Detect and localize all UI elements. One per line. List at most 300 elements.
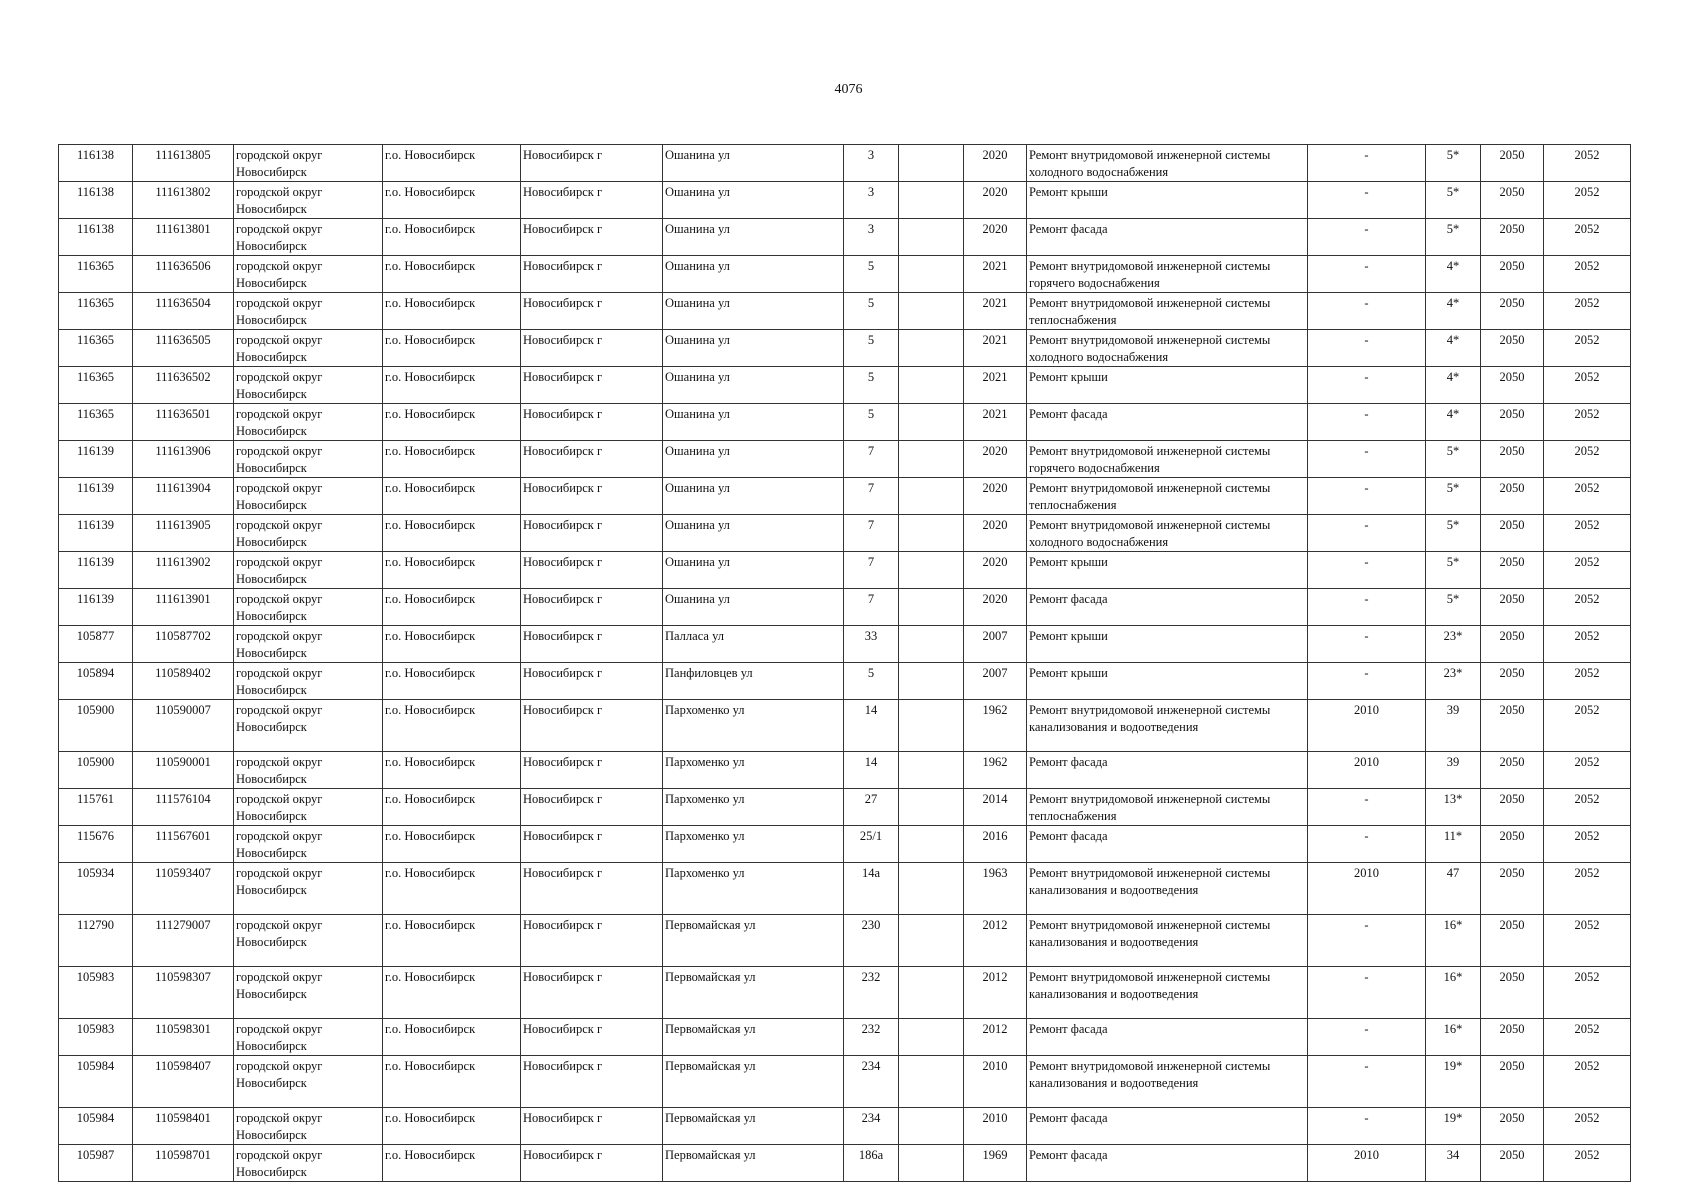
house-cell: 5 (844, 256, 899, 293)
table-row (59, 293, 1631, 330)
plan-end-cell: 2052 (1544, 552, 1631, 589)
plan-end-cell: 2052 (1544, 626, 1631, 663)
locality-cell: Новосибирск г (521, 1145, 663, 1182)
last-repair-year-cell: - (1308, 1056, 1426, 1108)
locality-cell: Новосибирск г (521, 1019, 663, 1056)
last-repair-year-cell: - (1308, 663, 1426, 700)
municipality-cell: г.о. Новосибирск (383, 1056, 521, 1108)
plan-start-cell: 2050 (1481, 967, 1544, 1019)
table-row (59, 145, 1631, 182)
work-type-cell: Ремонт внутридомовой инженерной системы канализования и водоотведения (1027, 863, 1308, 915)
empty-cell (899, 752, 964, 789)
house-cell: 7 (844, 515, 899, 552)
object-code: 110590001 (133, 752, 234, 789)
locality-cell: Новосибирск г (521, 663, 663, 700)
object-code: 110598301 (133, 1019, 234, 1056)
work-type-cell: Ремонт фасада (1027, 1019, 1308, 1056)
object-code: 111636506 (133, 256, 234, 293)
build-year-cell: 2012 (964, 915, 1027, 967)
street-cell: Ошанина ул (663, 256, 844, 293)
empty-cell (899, 367, 964, 404)
object-code: 110598407 (133, 1056, 234, 1108)
object-code: 111567601 (133, 826, 234, 863)
street-cell: Ошанина ул (663, 330, 844, 367)
plan-start-cell: 2050 (1481, 441, 1544, 478)
last-repair-year-cell: - (1308, 219, 1426, 256)
street-cell: Ошанина ул (663, 515, 844, 552)
plan-start-cell: 2050 (1481, 219, 1544, 256)
last-repair-year-cell: - (1308, 478, 1426, 515)
last-repair-year-cell: - (1308, 1019, 1426, 1056)
row-id: 116365 (59, 367, 133, 404)
build-year-cell: 1969 (964, 1145, 1027, 1182)
municipality-cell: г.о. Новосибирск (383, 967, 521, 1019)
district-cell: городской округ Новосибирск (234, 478, 383, 515)
locality-cell: Новосибирск г (521, 826, 663, 863)
house-cell: 7 (844, 441, 899, 478)
municipality-cell: г.о. Новосибирск (383, 515, 521, 552)
plan-start-cell: 2050 (1481, 1019, 1544, 1056)
work-type-cell: Ремонт внутридомовой инженерной системы теплоснабжения (1027, 478, 1308, 515)
row-id: 112790 (59, 915, 133, 967)
wear-cell: 4* (1426, 330, 1481, 367)
locality-cell: Новосибирск г (521, 293, 663, 330)
municipality-cell: г.о. Новосибирск (383, 1108, 521, 1145)
municipality-cell: г.о. Новосибирск (383, 700, 521, 752)
build-year-cell: 2020 (964, 478, 1027, 515)
house-cell: 7 (844, 589, 899, 626)
empty-cell (899, 700, 964, 752)
object-code: 110598307 (133, 967, 234, 1019)
work-type-cell: Ремонт внутридомовой инженерной системы холодного водоснабжения (1027, 145, 1308, 182)
house-cell: 232 (844, 1019, 899, 1056)
district-cell: городской округ Новосибирск (234, 330, 383, 367)
object-code: 111613906 (133, 441, 234, 478)
empty-cell (899, 626, 964, 663)
municipality-cell: г.о. Новосибирск (383, 404, 521, 441)
street-cell: Первомайская ул (663, 1145, 844, 1182)
row-id: 116365 (59, 293, 133, 330)
street-cell: Ошанина ул (663, 367, 844, 404)
last-repair-year-cell: - (1308, 826, 1426, 863)
house-cell: 5 (844, 330, 899, 367)
municipality-cell: г.о. Новосибирск (383, 1019, 521, 1056)
plan-end-cell: 2052 (1544, 967, 1631, 1019)
house-cell: 186а (844, 1145, 899, 1182)
district-cell: городской округ Новосибирск (234, 863, 383, 915)
build-year-cell: 2020 (964, 552, 1027, 589)
wear-cell: 5* (1426, 182, 1481, 219)
row-id: 116138 (59, 182, 133, 219)
last-repair-year-cell: 2010 (1308, 700, 1426, 752)
object-code: 111636501 (133, 404, 234, 441)
empty-cell (899, 330, 964, 367)
object-code: 110587702 (133, 626, 234, 663)
municipality-cell: г.о. Новосибирск (383, 330, 521, 367)
table-row (59, 752, 1631, 789)
work-type-cell: Ремонт фасада (1027, 589, 1308, 626)
house-cell: 5 (844, 404, 899, 441)
build-year-cell: 1962 (964, 752, 1027, 789)
object-code: 111613904 (133, 478, 234, 515)
locality-cell: Новосибирск г (521, 182, 663, 219)
table-row (59, 330, 1631, 367)
work-type-cell: Ремонт внутридомовой инженерной системы горячего водоснабжения (1027, 256, 1308, 293)
work-type-cell: Ремонт крыши (1027, 182, 1308, 219)
build-year-cell: 2020 (964, 219, 1027, 256)
wear-cell: 16* (1426, 967, 1481, 1019)
work-type-cell: Ремонт крыши (1027, 367, 1308, 404)
row-id: 116139 (59, 441, 133, 478)
street-cell: Первомайская ул (663, 967, 844, 1019)
empty-cell (899, 515, 964, 552)
work-type-cell: Ремонт внутридомовой инженерной системы холодного водоснабжения (1027, 330, 1308, 367)
wear-cell: 23* (1426, 626, 1481, 663)
wear-cell: 16* (1426, 915, 1481, 967)
district-cell: городской округ Новосибирск (234, 1019, 383, 1056)
empty-cell (899, 478, 964, 515)
empty-cell (899, 1145, 964, 1182)
row-id: 116139 (59, 552, 133, 589)
row-id: 115761 (59, 789, 133, 826)
locality-cell: Новосибирск г (521, 330, 663, 367)
table-row (59, 826, 1631, 863)
row-id: 116138 (59, 145, 133, 182)
table-row (59, 256, 1631, 293)
wear-cell: 5* (1426, 441, 1481, 478)
last-repair-year-cell: 2010 (1308, 1145, 1426, 1182)
plan-end-cell: 2052 (1544, 515, 1631, 552)
row-id: 116138 (59, 219, 133, 256)
registry-table (58, 144, 1631, 1182)
plan-end-cell: 2052 (1544, 478, 1631, 515)
plan-start-cell: 2050 (1481, 1056, 1544, 1108)
municipality-cell: г.о. Новосибирск (383, 626, 521, 663)
object-code: 111613805 (133, 145, 234, 182)
build-year-cell: 2020 (964, 182, 1027, 219)
empty-cell (899, 219, 964, 256)
build-year-cell: 2021 (964, 367, 1027, 404)
object-code: 110593407 (133, 863, 234, 915)
plan-end-cell: 2052 (1544, 1019, 1631, 1056)
table-row (59, 789, 1631, 826)
street-cell: Ошанина ул (663, 404, 844, 441)
house-cell: 7 (844, 552, 899, 589)
table-row (59, 552, 1631, 589)
municipality-cell: г.о. Новосибирск (383, 441, 521, 478)
plan-end-cell: 2052 (1544, 863, 1631, 915)
work-type-cell: Ремонт фасада (1027, 219, 1308, 256)
plan-start-cell: 2050 (1481, 752, 1544, 789)
object-code: 111636504 (133, 293, 234, 330)
street-cell: Ошанина ул (663, 552, 844, 589)
municipality-cell: г.о. Новосибирск (383, 182, 521, 219)
build-year-cell: 2020 (964, 441, 1027, 478)
municipality-cell: г.о. Новосибирск (383, 145, 521, 182)
plan-end-cell: 2052 (1544, 441, 1631, 478)
wear-cell: 19* (1426, 1108, 1481, 1145)
district-cell: городской округ Новосибирск (234, 515, 383, 552)
district-cell: городской округ Новосибирск (234, 915, 383, 967)
plan-start-cell: 2050 (1481, 330, 1544, 367)
object-code: 111636505 (133, 330, 234, 367)
table-row (59, 663, 1631, 700)
build-year-cell: 2010 (964, 1108, 1027, 1145)
street-cell: Первомайская ул (663, 915, 844, 967)
row-id: 105894 (59, 663, 133, 700)
build-year-cell: 2014 (964, 789, 1027, 826)
object-code: 111636502 (133, 367, 234, 404)
municipality-cell: г.о. Новосибирск (383, 752, 521, 789)
wear-cell: 34 (1426, 1145, 1481, 1182)
municipality-cell: г.о. Новосибирск (383, 219, 521, 256)
district-cell: городской округ Новосибирск (234, 219, 383, 256)
wear-cell: 5* (1426, 589, 1481, 626)
district-cell: городской округ Новосибирск (234, 789, 383, 826)
object-code: 111613902 (133, 552, 234, 589)
street-cell: Ошанина ул (663, 293, 844, 330)
wear-cell: 5* (1426, 219, 1481, 256)
last-repair-year-cell: - (1308, 626, 1426, 663)
house-cell: 234 (844, 1108, 899, 1145)
plan-end-cell: 2052 (1544, 663, 1631, 700)
municipality-cell: г.о. Новосибирск (383, 915, 521, 967)
plan-start-cell: 2050 (1481, 789, 1544, 826)
locality-cell: Новосибирск г (521, 967, 663, 1019)
row-id: 105984 (59, 1056, 133, 1108)
house-cell: 27 (844, 789, 899, 826)
wear-cell: 5* (1426, 145, 1481, 182)
row-id: 116139 (59, 515, 133, 552)
build-year-cell: 2016 (964, 826, 1027, 863)
wear-cell: 16* (1426, 1019, 1481, 1056)
plan-end-cell: 2052 (1544, 752, 1631, 789)
empty-cell (899, 145, 964, 182)
locality-cell: Новосибирск г (521, 256, 663, 293)
wear-cell: 11* (1426, 826, 1481, 863)
municipality-cell: г.о. Новосибирск (383, 863, 521, 915)
row-id: 105983 (59, 967, 133, 1019)
table-row (59, 219, 1631, 256)
table-row (59, 478, 1631, 515)
empty-cell (899, 967, 964, 1019)
locality-cell: Новосибирск г (521, 1108, 663, 1145)
wear-cell: 19* (1426, 1056, 1481, 1108)
municipality-cell: г.о. Новосибирск (383, 367, 521, 404)
house-cell: 25/1 (844, 826, 899, 863)
row-id: 105983 (59, 1019, 133, 1056)
plan-end-cell: 2052 (1544, 1056, 1631, 1108)
locality-cell: Новосибирск г (521, 915, 663, 967)
table-row (59, 626, 1631, 663)
municipality-cell: г.о. Новосибирск (383, 256, 521, 293)
empty-cell (899, 663, 964, 700)
plan-end-cell: 2052 (1544, 700, 1631, 752)
object-code: 110590007 (133, 700, 234, 752)
build-year-cell: 2021 (964, 330, 1027, 367)
last-repair-year-cell: 2010 (1308, 752, 1426, 789)
row-id: 105984 (59, 1108, 133, 1145)
build-year-cell: 2012 (964, 967, 1027, 1019)
table-row (59, 404, 1631, 441)
work-type-cell: Ремонт фасада (1027, 1108, 1308, 1145)
wear-cell: 23* (1426, 663, 1481, 700)
locality-cell: Новосибирск г (521, 752, 663, 789)
plan-start-cell: 2050 (1481, 626, 1544, 663)
table-row (59, 182, 1631, 219)
empty-cell (899, 589, 964, 626)
plan-start-cell: 2050 (1481, 700, 1544, 752)
plan-start-cell: 2050 (1481, 182, 1544, 219)
district-cell: городской округ Новосибирск (234, 441, 383, 478)
locality-cell: Новосибирск г (521, 789, 663, 826)
street-cell: Панфиловцев ул (663, 663, 844, 700)
work-type-cell: Ремонт внутридомовой инженерной системы теплоснабжения (1027, 293, 1308, 330)
district-cell: городской округ Новосибирск (234, 826, 383, 863)
table-row (59, 967, 1631, 1019)
street-cell: Ошанина ул (663, 441, 844, 478)
object-code: 110589402 (133, 663, 234, 700)
row-id: 105877 (59, 626, 133, 663)
row-id: 105900 (59, 752, 133, 789)
work-type-cell: Ремонт внутридомовой инженерной системы теплоснабжения (1027, 789, 1308, 826)
registry-rows (59, 145, 1631, 1182)
locality-cell: Новосибирск г (521, 404, 663, 441)
build-year-cell: 2007 (964, 663, 1027, 700)
street-cell: Ошанина ул (663, 478, 844, 515)
municipality-cell: г.о. Новосибирск (383, 663, 521, 700)
plan-start-cell: 2050 (1481, 515, 1544, 552)
house-cell: 3 (844, 145, 899, 182)
table-row (59, 367, 1631, 404)
last-repair-year-cell: 2010 (1308, 863, 1426, 915)
plan-end-cell: 2052 (1544, 330, 1631, 367)
row-id: 115676 (59, 826, 133, 863)
house-cell: 234 (844, 1056, 899, 1108)
last-repair-year-cell: - (1308, 1108, 1426, 1145)
municipality-cell: г.о. Новосибирск (383, 478, 521, 515)
build-year-cell: 2010 (964, 1056, 1027, 1108)
street-cell: Пархоменко ул (663, 863, 844, 915)
district-cell: городской округ Новосибирск (234, 1108, 383, 1145)
table-row (59, 1019, 1631, 1056)
last-repair-year-cell: - (1308, 330, 1426, 367)
empty-cell (899, 863, 964, 915)
work-type-cell: Ремонт внутридомовой инженерной системы канализования и водоотведения (1027, 967, 1308, 1019)
empty-cell (899, 552, 964, 589)
last-repair-year-cell: - (1308, 967, 1426, 1019)
last-repair-year-cell: - (1308, 256, 1426, 293)
district-cell: городской округ Новосибирск (234, 589, 383, 626)
build-year-cell: 1963 (964, 863, 1027, 915)
last-repair-year-cell: - (1308, 515, 1426, 552)
street-cell: Пархоменко ул (663, 826, 844, 863)
district-cell: городской округ Новосибирск (234, 293, 383, 330)
table-row (59, 1145, 1631, 1182)
row-id: 105900 (59, 700, 133, 752)
table-row (59, 863, 1631, 915)
build-year-cell: 2007 (964, 626, 1027, 663)
row-id: 116139 (59, 478, 133, 515)
district-cell: городской округ Новосибирск (234, 367, 383, 404)
last-repair-year-cell: - (1308, 145, 1426, 182)
empty-cell (899, 789, 964, 826)
municipality-cell: г.о. Новосибирск (383, 293, 521, 330)
empty-cell (899, 915, 964, 967)
build-year-cell: 2021 (964, 293, 1027, 330)
wear-cell: 39 (1426, 752, 1481, 789)
build-year-cell: 1962 (964, 700, 1027, 752)
empty-cell (899, 826, 964, 863)
build-year-cell: 2020 (964, 589, 1027, 626)
street-cell: Первомайская ул (663, 1108, 844, 1145)
plan-end-cell: 2052 (1544, 182, 1631, 219)
last-repair-year-cell: - (1308, 789, 1426, 826)
plan-start-cell: 2050 (1481, 826, 1544, 863)
table-row (59, 1108, 1631, 1145)
house-cell: 5 (844, 367, 899, 404)
last-repair-year-cell: - (1308, 589, 1426, 626)
locality-cell: Новосибирск г (521, 145, 663, 182)
plan-start-cell: 2050 (1481, 478, 1544, 515)
district-cell: городской округ Новосибирск (234, 700, 383, 752)
locality-cell: Новосибирск г (521, 700, 663, 752)
work-type-cell: Ремонт крыши (1027, 552, 1308, 589)
street-cell: Пархоменко ул (663, 789, 844, 826)
wear-cell: 4* (1426, 293, 1481, 330)
row-id: 116365 (59, 256, 133, 293)
house-cell: 3 (844, 219, 899, 256)
plan-end-cell: 2052 (1544, 1145, 1631, 1182)
plan-start-cell: 2050 (1481, 663, 1544, 700)
row-id: 116365 (59, 404, 133, 441)
plan-start-cell: 2050 (1481, 863, 1544, 915)
district-cell: городской округ Новосибирск (234, 256, 383, 293)
work-type-cell: Ремонт фасада (1027, 404, 1308, 441)
build-year-cell: 2012 (964, 1019, 1027, 1056)
work-type-cell: Ремонт внутридомовой инженерной системы канализования и водоотведения (1027, 700, 1308, 752)
plan-end-cell: 2052 (1544, 915, 1631, 967)
plan-end-cell: 2052 (1544, 589, 1631, 626)
locality-cell: Новосибирск г (521, 478, 663, 515)
work-type-cell: Ремонт крыши (1027, 626, 1308, 663)
house-cell: 5 (844, 293, 899, 330)
plan-end-cell: 2052 (1544, 789, 1631, 826)
table-row (59, 700, 1631, 752)
street-cell: Пархоменко ул (663, 700, 844, 752)
plan-end-cell: 2052 (1544, 293, 1631, 330)
district-cell: городской округ Новосибирск (234, 663, 383, 700)
last-repair-year-cell: - (1308, 182, 1426, 219)
work-type-cell: Ремонт внутридомовой инженерной системы холодного водоснабжения (1027, 515, 1308, 552)
object-code: 111613802 (133, 182, 234, 219)
plan-start-cell: 2050 (1481, 1108, 1544, 1145)
object-code: 111576104 (133, 789, 234, 826)
wear-cell: 4* (1426, 256, 1481, 293)
wear-cell: 5* (1426, 515, 1481, 552)
house-cell: 3 (844, 182, 899, 219)
locality-cell: Новосибирск г (521, 219, 663, 256)
house-cell: 14 (844, 752, 899, 789)
plan-end-cell: 2052 (1544, 145, 1631, 182)
empty-cell (899, 404, 964, 441)
plan-start-cell: 2050 (1481, 293, 1544, 330)
build-year-cell: 2021 (964, 404, 1027, 441)
house-cell: 7 (844, 478, 899, 515)
locality-cell: Новосибирск г (521, 589, 663, 626)
empty-cell (899, 1056, 964, 1108)
work-type-cell: Ремонт фасада (1027, 826, 1308, 863)
